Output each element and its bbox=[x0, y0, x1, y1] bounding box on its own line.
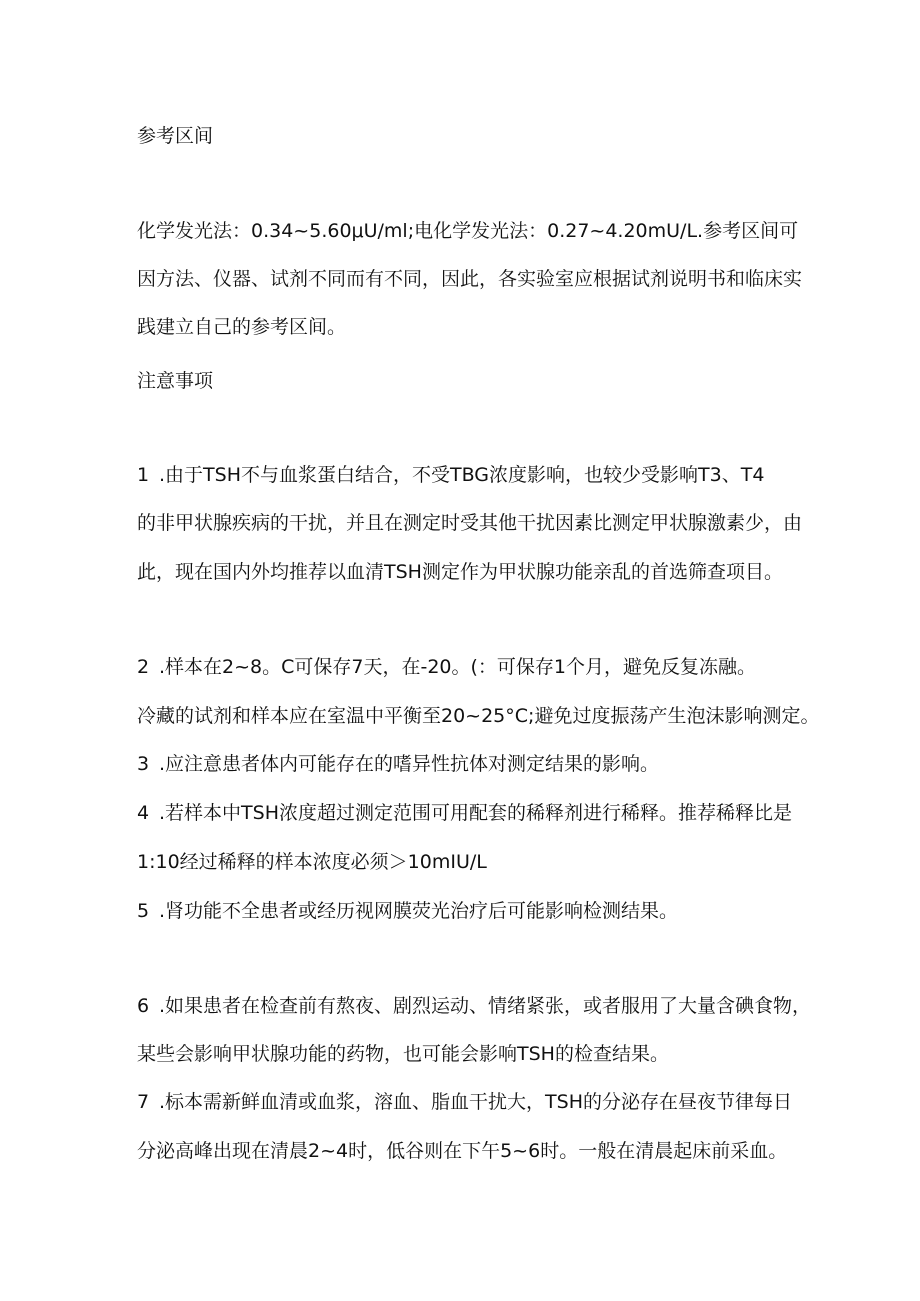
list-number: 2 bbox=[137, 656, 150, 678]
list-item-4 bbox=[137, 801, 792, 825]
paragraph-line: 因方法、仪器、试剂不同而有不同，因此，各实验室应根据试剂说明书和临床实 bbox=[137, 268, 803, 290]
list-item-continuation: 1:10经过稀释的样本浓度必须＞10mIU/L bbox=[137, 851, 487, 873]
list-item-6 bbox=[137, 994, 811, 1018]
section-heading-reference: 参考区间 bbox=[137, 125, 214, 147]
list-item-text: .应注意患者体内可能存在的嗜异性抗体对测定结果的影响。 bbox=[159, 753, 660, 775]
paragraph-line: 践建立自己的参考区间。 bbox=[137, 316, 347, 338]
list-item-7 bbox=[137, 1090, 792, 1114]
list-item-continuation: 某些会影响甲状腺功能的药物，也可能会影响TSH的检查结果。 bbox=[137, 1043, 669, 1065]
list-number: 5 bbox=[137, 900, 150, 922]
list-item-text: .由于TSH不与血浆蛋白结合，不受TBG浓度影响，也较少受影响T3、T4 bbox=[159, 464, 765, 486]
list-item-text: .如果患者在检查前有熬夜、剧烈运动、情绪紧张，或者服用了大量含碘食物， bbox=[159, 995, 812, 1017]
list-number: 7 bbox=[137, 1091, 150, 1113]
list-number: 6 bbox=[137, 995, 150, 1017]
list-item-text: .样本在2~8。C可保存7天，在-20。(：可保存1个月，避免反复冻融。 bbox=[159, 656, 757, 678]
list-item-continuation: 的非甲状腺疾病的干扰，并且在测定时受其他干扰因素比测定甲状腺激素少，由 bbox=[137, 512, 803, 534]
list-item-text: .肾功能不全患者或经历视网膜荧光治疗后可能影响检测结果。 bbox=[159, 900, 679, 922]
list-item-continuation: 冷藏的试剂和样本应在室温中平衡至20~25°C;避免过度振荡产生泡沫影响测定。 bbox=[137, 705, 820, 727]
list-item-text: .若样本中TSH浓度超过测定范围可用配套的稀释剂进行稀释。推荐稀释比是 bbox=[159, 802, 792, 824]
list-item-continuation: 分泌高峰出现在清晨2~4时，低谷则在下午5~6时。一般在清晨起床前采血。 bbox=[137, 1140, 788, 1162]
paragraph-line: 化学发光法：0.34~5.60μU/ml;电化学发光法：0.27~4.20mU/L.参考区间可 bbox=[137, 220, 799, 242]
list-number: 1 bbox=[137, 464, 150, 486]
list-number: 4 bbox=[137, 802, 150, 824]
list-item-continuation: 此，现在国内外均推荐以血清TSH测定作为甲状腺功能亲乱的首选筛查项目。 bbox=[137, 561, 783, 583]
list-item-3 bbox=[137, 752, 659, 776]
list-item-5 bbox=[137, 899, 678, 923]
list-item-2 bbox=[137, 655, 756, 679]
list-item-text: .标本需新鲜血清或血浆，溶血、脂血干扰大，TSH的分泌存在昼夜节律每日 bbox=[159, 1091, 792, 1113]
list-number: 3 bbox=[137, 753, 150, 775]
list-item-1 bbox=[137, 463, 764, 487]
section-heading-notes: 注意事项 bbox=[137, 370, 214, 392]
